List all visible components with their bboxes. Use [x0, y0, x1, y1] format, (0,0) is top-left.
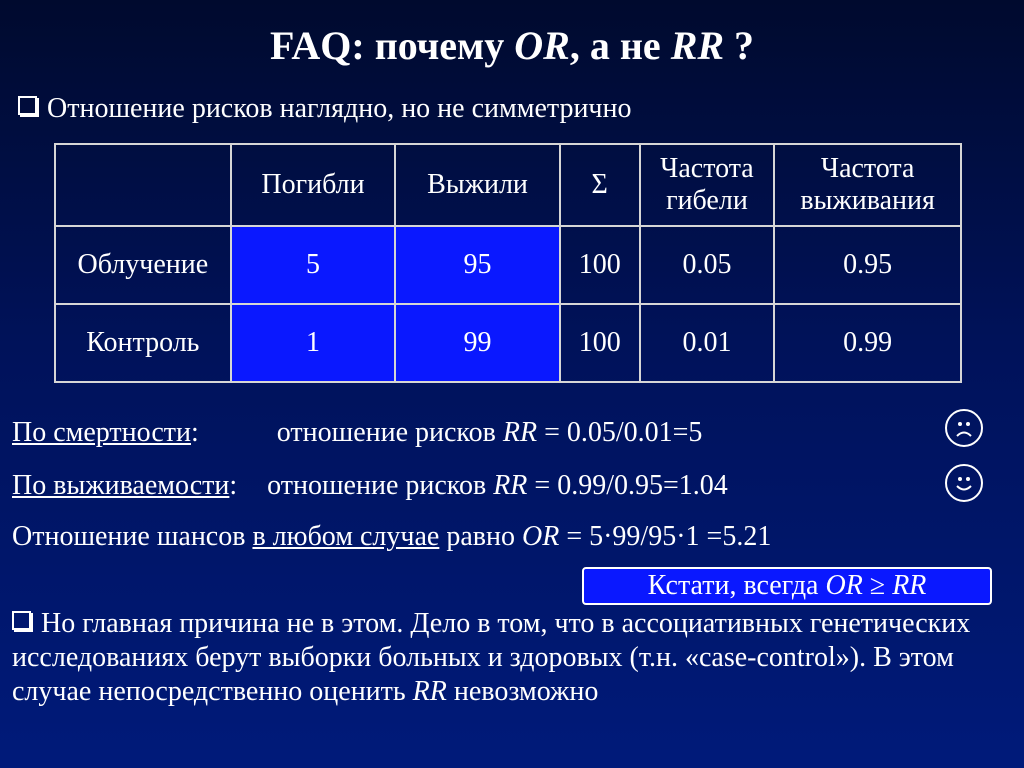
- cell-died: 5: [231, 226, 396, 304]
- cell-survival-rate: 0.99: [774, 304, 961, 382]
- header-cell-sum: Σ: [560, 144, 640, 226]
- survival-label: По выживаемости: [12, 470, 230, 501]
- cell-survived: 95: [395, 226, 560, 304]
- mortality-formula: = 0.05/0.01=5: [537, 417, 703, 448]
- cell-sum: 100: [560, 226, 640, 304]
- happy-face-icon: [945, 464, 983, 502]
- note-relation: ≥: [862, 570, 893, 601]
- odds-line: [12, 520, 771, 554]
- cell-survival-rate: 0.95: [774, 226, 961, 304]
- header-cell-death-rate: Частота гибели: [640, 144, 775, 226]
- row-label: Контроль: [55, 304, 231, 382]
- note-or: OR: [825, 570, 863, 601]
- sad-face-icon: [945, 409, 983, 447]
- slide-title: [0, 22, 1024, 70]
- table-row: [55, 226, 961, 304]
- table-row: [55, 304, 961, 382]
- checkbox-bullet-icon: [18, 96, 37, 115]
- survival-var: RR: [493, 470, 528, 501]
- cell-died: 1: [231, 304, 396, 382]
- main-reason-paragraph: [12, 607, 1012, 709]
- header-cell-empty: [55, 144, 231, 226]
- paragraph-var: RR: [412, 676, 447, 707]
- title-prefix: FAQ: почему: [269, 23, 515, 68]
- mortality-label: По смертности: [12, 417, 191, 448]
- header-cell-survived: Выжили: [395, 144, 560, 226]
- subtitle-text: Отношение рисков наглядно, но не симметрично: [47, 93, 632, 124]
- title-rr: RR: [670, 23, 725, 68]
- subtitle: [18, 92, 632, 126]
- mortality-colon: :: [191, 417, 199, 448]
- mortality-text: отношение рисков: [276, 417, 503, 448]
- note-box: [582, 567, 992, 605]
- odds-underlined: в любом случае: [252, 521, 440, 552]
- header-cell-died: Погибли: [231, 144, 396, 226]
- mortality-var: RR: [502, 417, 538, 448]
- odds-prefix: Отношение шансов: [12, 521, 253, 552]
- paragraph-text: Но главная причина не в этом. Дело в том, что в ассоциативных генетических исследованиях берут выборки больных и здоровых (т.н. «case-control»). В этом случае непосредственно оценить: [12, 608, 971, 707]
- title-middle: , а не: [569, 23, 671, 68]
- survival-formula: = 0.99/0.95=1.04: [527, 470, 728, 501]
- survival-line: [12, 469, 728, 503]
- cell-sum: 100: [560, 304, 640, 382]
- header-cell-survival-rate: Частота выживания: [774, 144, 961, 226]
- paragraph-end: невозможно: [446, 676, 599, 707]
- survival-colon: :: [229, 470, 238, 501]
- odds-var: OR: [521, 521, 560, 552]
- risk-table: [54, 143, 962, 383]
- title-or: OR: [514, 23, 570, 68]
- table-header-row: [55, 144, 961, 226]
- cell-death-rate: 0.05: [640, 226, 775, 304]
- note-rr: RR: [892, 570, 927, 601]
- checkbox-bullet-icon: [12, 611, 31, 630]
- mortality-line: [12, 416, 702, 450]
- survival-text: отношение рисков: [267, 470, 494, 501]
- cell-survived: 99: [395, 304, 560, 382]
- title-suffix: ?: [724, 23, 755, 68]
- odds-middle: равно: [439, 521, 522, 552]
- odds-formula: = 5·99/95·1 =5.21: [559, 521, 772, 552]
- note-prefix: Кстати, всегда: [647, 570, 826, 601]
- row-label: Облучение: [55, 226, 231, 304]
- cell-death-rate: 0.01: [640, 304, 775, 382]
